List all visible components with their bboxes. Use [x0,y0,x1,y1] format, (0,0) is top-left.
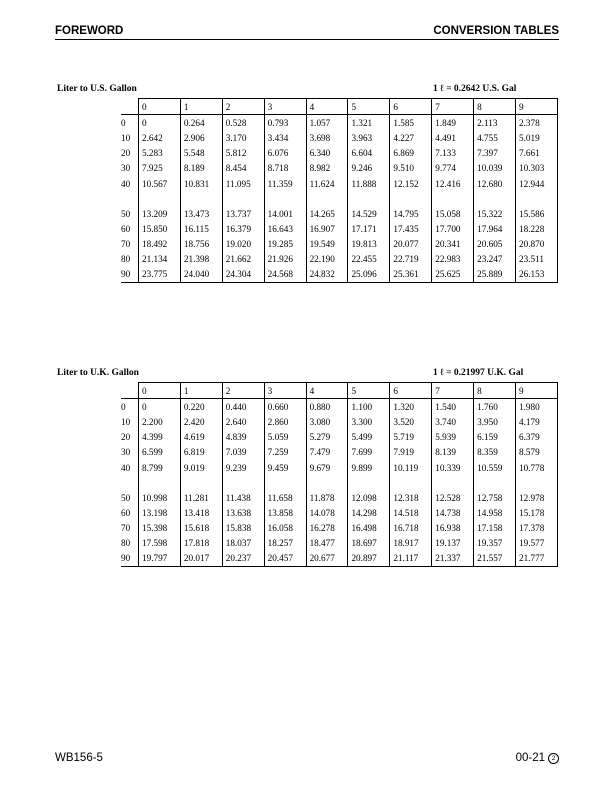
table-cell: 4.491 [432,130,474,145]
table-cell: 9.510 [390,161,432,176]
table-cell: 2.200 [139,414,181,429]
table-cell: 0 [139,115,181,131]
table-cell: 1.321 [348,115,390,131]
table-row [121,130,558,145]
table-cell: 1.540 [432,399,474,415]
table-row [121,267,558,283]
table-row [121,146,558,161]
table-cell: 13.198 [139,505,181,520]
table-cell: 5.019 [516,130,558,145]
table-cell: 7.397 [474,146,516,161]
column-header: 3 [264,383,306,399]
table-cell: 11.624 [306,176,348,191]
table-cell: 2.378 [516,115,558,131]
table-row [121,399,558,415]
table-cell: 6.379 [516,430,558,445]
table-row [121,430,558,445]
table-cell: 20.897 [348,551,390,567]
column-header: 2 [222,99,264,115]
row-gap [121,191,558,206]
table-cell: 15.058 [432,206,474,221]
column-header: 5 [348,383,390,399]
row-label: 30 [121,445,139,460]
table-cell: 7.259 [264,445,306,460]
table-cell: 16.643 [264,221,306,236]
table-cell: 19.549 [306,237,348,252]
table-row [121,445,558,460]
table-cell: 14.265 [306,206,348,221]
table-row [121,176,558,191]
table-cell: 8.579 [516,445,558,460]
row-label: 20 [121,146,139,161]
table-cell: 5.548 [180,146,222,161]
table-cell: 14.078 [306,505,348,520]
table-cell: 24.304 [222,267,264,283]
table-cell: 25.889 [474,267,516,283]
column-header: 6 [390,99,432,115]
conversion-formula: 1 ℓ = 0.21997 U.K. Gal [433,368,524,378]
table-cell: 9.899 [348,460,390,475]
row-label: 0 [121,399,139,415]
table-row [121,252,558,267]
row-label: 40 [121,460,139,475]
table-cell: 12.152 [390,176,432,191]
table-cell: 17.964 [474,221,516,236]
table-cell: 6.599 [139,445,181,460]
table-cell: 19.577 [516,536,558,551]
table-cell: 17.818 [180,536,222,551]
table-cell: 15.850 [139,221,181,236]
table-cell: 5.499 [348,430,390,445]
table-row [121,161,558,176]
table-cell: 23.775 [139,267,181,283]
table-cell: 7.699 [348,445,390,460]
table-cell: 5.283 [139,146,181,161]
table-cell: 16.938 [432,521,474,536]
table-cell: 6.159 [474,430,516,445]
table-cell: 12.416 [432,176,474,191]
table-cell: 18.492 [139,237,181,252]
table-cell: 24.568 [264,267,306,283]
table-cell: 1.057 [306,115,348,131]
column-header: 4 [306,99,348,115]
table-row [121,237,558,252]
table-cell: 7.919 [390,445,432,460]
table-cell: 8.454 [222,161,264,176]
table-cell: 14.795 [390,206,432,221]
column-header: 1 [180,383,222,399]
row-label: 80 [121,536,139,551]
table-cell: 0.880 [306,399,348,415]
table-cell: 0.660 [264,399,306,415]
table-cell: 12.978 [516,490,558,505]
table-cell: 15.322 [474,206,516,221]
table-cell: 2.420 [180,414,222,429]
table-cell: 0.793 [264,115,306,131]
column-header: 8 [474,99,516,115]
table-cell: 7.479 [306,445,348,460]
table-cell: 11.888 [348,176,390,191]
table-row [121,505,558,520]
header-row [121,99,558,115]
column-header: 2 [222,383,264,399]
table-cell: 4.227 [390,130,432,145]
table-cell: 25.096 [348,267,390,283]
column-header: 9 [516,99,558,115]
table-cell: 18.037 [222,536,264,551]
table-cell: 0.264 [180,115,222,131]
table-cell: 13.737 [222,206,264,221]
table-row [121,206,558,221]
header-section-title: FOREWORD [55,25,124,37]
row-label: 80 [121,252,139,267]
table-cell: 13.858 [264,505,306,520]
table-cell: 12.528 [432,490,474,505]
table-row [121,221,558,236]
column-header: 7 [432,99,474,115]
table-cell: 21.398 [180,252,222,267]
table-cell: 9.239 [222,460,264,475]
table-cell: 9.246 [348,161,390,176]
table-row [121,536,558,551]
table-cell: 1.849 [432,115,474,131]
table-cell: 14.738 [432,505,474,520]
table-cell: 20.017 [180,551,222,567]
table-cell: 22.983 [432,252,474,267]
table-cell: 17.378 [516,521,558,536]
conversion-formula: 1 ℓ = 0.2642 U.S. Gal [433,84,517,94]
table-cell: 9.019 [180,460,222,475]
table-cell: 3.434 [264,130,306,145]
table-cell: 21.557 [474,551,516,567]
table-cell: 24.832 [306,267,348,283]
table-cell: 22.455 [348,252,390,267]
table-cell: 3.520 [390,414,432,429]
column-header: 5 [348,99,390,115]
row-label: 60 [121,505,139,520]
table-cell: 19.285 [264,237,306,252]
table-cell: 3.170 [222,130,264,145]
table-cell: 14.958 [474,505,516,520]
table-cell: 5.279 [306,430,348,445]
row-label: 70 [121,237,139,252]
table-cell: 8.799 [139,460,181,475]
us-gallon-table [121,98,558,283]
table-title: Liter to U.K. Gallon [57,368,139,378]
table-cell: 18.228 [516,221,558,236]
table-cell: 7.039 [222,445,264,460]
table-cell: 9.679 [306,460,348,475]
table-row [121,115,558,131]
table-cell: 12.318 [390,490,432,505]
table-cell: 24.040 [180,267,222,283]
revision-circle-icon: 2 [548,753,559,764]
row-label: 40 [121,176,139,191]
column-header: 4 [306,383,348,399]
table-cell: 21.926 [264,252,306,267]
table-cell: 3.080 [306,414,348,429]
table-cell: 6.819 [180,445,222,460]
table-cell: 5.059 [264,430,306,445]
table-cell: 8.982 [306,161,348,176]
table-cell: 8.359 [474,445,516,460]
table-cell: 3.950 [474,414,516,429]
table-cell: 4.619 [180,430,222,445]
table-cell: 5.719 [390,430,432,445]
table-cell: 11.359 [264,176,306,191]
table-cell: 13.418 [180,505,222,520]
row-label: 60 [121,221,139,236]
table-cell: 15.618 [180,521,222,536]
table-row [121,521,558,536]
table-cell: 13.209 [139,206,181,221]
table-cell: 22.719 [390,252,432,267]
table-cell: 11.658 [264,490,306,505]
table-cell: 25.625 [432,267,474,283]
column-header: 6 [390,383,432,399]
row-label: 30 [121,161,139,176]
table-cell: 18.477 [306,536,348,551]
table-cell: 11.878 [306,490,348,505]
table-cell: 21.117 [390,551,432,567]
table-cell: 3.300 [348,414,390,429]
column-header: 0 [139,383,181,399]
row-label: 0 [121,115,139,131]
table-cell: 2.640 [222,414,264,429]
table-cell: 25.361 [390,267,432,283]
table-cell: 16.115 [180,221,222,236]
header-chapter-title: CONVERSION TABLES [433,25,559,37]
table-cell: 20.457 [264,551,306,567]
table-cell: 2.642 [139,130,181,145]
page-number-text: 00-21 [515,752,545,764]
table-cell: 10.831 [180,176,222,191]
table-cell: 21.662 [222,252,264,267]
table-cell: 2.906 [180,130,222,145]
table-cell: 10.778 [516,460,558,475]
table-cell: 10.303 [516,161,558,176]
table-cell: 5.812 [222,146,264,161]
table-cell: 12.944 [516,176,558,191]
page-header [55,25,559,40]
column-header: 9 [516,383,558,399]
table-cell: 17.158 [474,521,516,536]
table-cell: 7.661 [516,146,558,161]
table-cell: 2.113 [474,115,516,131]
row-label: 50 [121,490,139,505]
table-cell: 10.119 [390,460,432,475]
table-cell: 10.998 [139,490,181,505]
table-cell: 0.440 [222,399,264,415]
table-cell: 16.718 [390,521,432,536]
table-cell: 11.281 [180,490,222,505]
table-cell: 0.220 [180,399,222,415]
table-cell: 23.511 [516,252,558,267]
table-cell: 19.020 [222,237,264,252]
table-cell: 5.939 [432,430,474,445]
table-cell: 18.257 [264,536,306,551]
column-header: 1 [180,99,222,115]
header-row [121,383,558,399]
table-row [121,490,558,505]
table-cell: 10.039 [474,161,516,176]
table-cell: 6.076 [264,146,306,161]
table-cell: 8.139 [432,445,474,460]
table-cell: 20.237 [222,551,264,567]
table-cell: 4.755 [474,130,516,145]
table-cell: 7.133 [432,146,474,161]
row-label: 10 [121,130,139,145]
table-cell: 20.077 [390,237,432,252]
table-cell: 16.058 [264,521,306,536]
table-cell: 18.697 [348,536,390,551]
table-cell: 19.357 [474,536,516,551]
table-cell: 13.638 [222,505,264,520]
table-row [121,551,558,567]
column-header: 0 [139,99,181,115]
table-cell: 3.698 [306,130,348,145]
table-cell: 15.398 [139,521,181,536]
table-cell: 12.758 [474,490,516,505]
table-cell: 6.340 [306,146,348,161]
table-cell: 17.435 [390,221,432,236]
table-cell: 4.839 [222,430,264,445]
corner-cell [121,383,139,399]
table-cell: 15.178 [516,505,558,520]
page-number [516,752,559,764]
table-cell: 23.247 [474,252,516,267]
table-cell: 20.870 [516,237,558,252]
table-cell: 1.585 [390,115,432,131]
table-cell: 10.339 [432,460,474,475]
uk-gallon-table [121,382,558,567]
table-cell: 20.341 [432,237,474,252]
table-cell: 16.278 [306,521,348,536]
table-cell: 10.567 [139,176,181,191]
table-cell: 18.756 [180,237,222,252]
table-cell: 1.320 [390,399,432,415]
corner-cell [121,99,139,115]
table-cell: 1.760 [474,399,516,415]
row-label: 20 [121,430,139,445]
row-label: 10 [121,414,139,429]
table-cell: 22.190 [306,252,348,267]
table-cell: 14.529 [348,206,390,221]
table-cell: 12.098 [348,490,390,505]
table-cell: 17.598 [139,536,181,551]
table-cell: 20.605 [474,237,516,252]
table-cell: 21.777 [516,551,558,567]
table-cell: 16.379 [222,221,264,236]
table-cell: 6.604 [348,146,390,161]
table-cell: 3.963 [348,130,390,145]
table-cell: 4.399 [139,430,181,445]
table-cell: 7.925 [139,161,181,176]
table-cell: 16.907 [306,221,348,236]
column-header: 8 [474,383,516,399]
row-label: 90 [121,267,139,283]
table-cell: 21.337 [432,551,474,567]
table-cell: 12.680 [474,176,516,191]
table-cell: 8.718 [264,161,306,176]
table-cell: 1.980 [516,399,558,415]
table-cell: 21.134 [139,252,181,267]
table-cell: 19.137 [432,536,474,551]
column-header: 7 [432,383,474,399]
row-label: 90 [121,551,139,567]
column-header: 3 [264,99,306,115]
row-label: 70 [121,521,139,536]
table-cell: 3.740 [432,414,474,429]
table-cell: 4.179 [516,414,558,429]
table-row [121,414,558,429]
table-cell: 11.095 [222,176,264,191]
table-cell: 17.700 [432,221,474,236]
table-cell: 0.528 [222,115,264,131]
table-cell: 14.518 [390,505,432,520]
table-cell: 19.797 [139,551,181,567]
table-cell: 1.100 [348,399,390,415]
table-cell: 20.677 [306,551,348,567]
table-cell: 8.189 [180,161,222,176]
table-cell: 2.860 [264,414,306,429]
row-label: 50 [121,206,139,221]
table-row [121,460,558,475]
table-cell: 17.171 [348,221,390,236]
table-title: Liter to U.S. Gallon [57,84,137,94]
table-cell: 13.473 [180,206,222,221]
table-cell: 14.001 [264,206,306,221]
table-cell: 9.459 [264,460,306,475]
table-cell: 9.774 [432,161,474,176]
table-cell: 15.838 [222,521,264,536]
table-cell: 26.153 [516,267,558,283]
model-number: WB156-5 [55,752,103,764]
table-cell: 11.438 [222,490,264,505]
table-cell: 0 [139,399,181,415]
table-cell: 16.498 [348,521,390,536]
table-cell: 15.586 [516,206,558,221]
table-cell: 14.298 [348,505,390,520]
table-cell: 18.917 [390,536,432,551]
table-cell: 10.559 [474,460,516,475]
table-cell: 19.813 [348,237,390,252]
table-cell: 6.869 [390,146,432,161]
row-gap [121,475,558,490]
